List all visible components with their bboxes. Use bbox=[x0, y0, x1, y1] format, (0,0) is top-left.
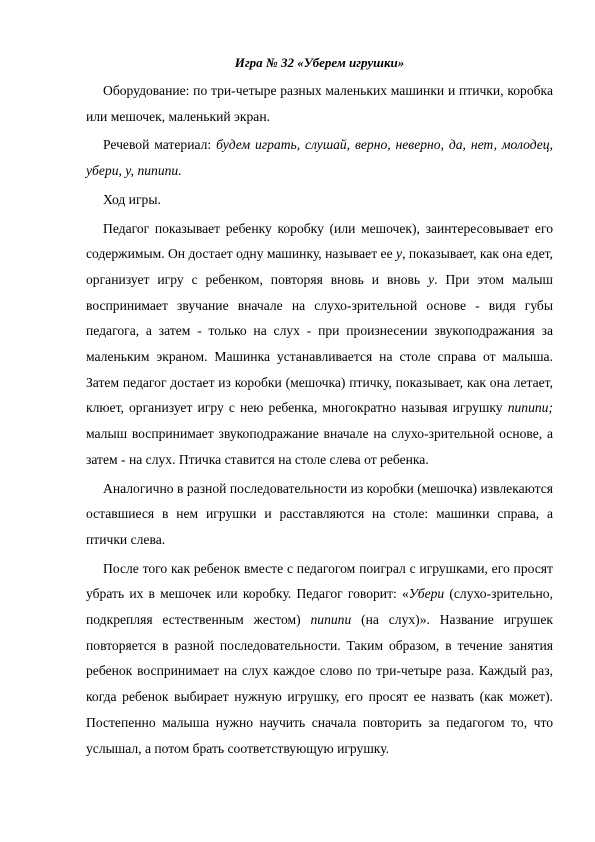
speech-material-paragraph bbox=[86, 132, 553, 183]
paragraph-1 bbox=[86, 216, 553, 473]
speech-material-label: Речевой материал: bbox=[103, 137, 212, 153]
speech-material-words: будем играть, слушай, верно, неверно, да, нет, молодец, убери, у, пипипи. bbox=[86, 137, 553, 179]
game-course-heading: Ход игры. bbox=[103, 191, 161, 207]
paragraph-3 bbox=[86, 556, 553, 762]
p3-word-uberi: Убери bbox=[408, 586, 445, 602]
document-page bbox=[86, 52, 553, 761]
game-title: Игра № 32 «Уберем игрушки» bbox=[234, 55, 405, 70]
p3-sound-pipipi: пипипи bbox=[310, 612, 352, 628]
paragraph-2: Аналогично в разной последовательности из коробки (мешочка) извлекаются оставшиеся в нем игрушки и расставляются на столе: машинки справа, а птички слева. bbox=[86, 480, 553, 547]
p1-text-2: , показывает, как она едет, организует игру с ребенком, повторяя вновь и вновь bbox=[86, 246, 554, 287]
p3-text-1: После того как ребенок вместе с педагогом поиграл с игрушками, его просят убрать их в мешочек или коробку. Педагог говорит: « bbox=[86, 560, 553, 602]
p1-text-3: . При этом малыш воспринимает звучание вначале на слухо-зрительной основе - видя губы педагога, а затем - только на слух - при произнесении звукоподражания за маленьким экраном. Машинка устанавливается на столе справа от малыша. Затем педагог достает из коробки (мешочка) птичку, показывает, как она летает, клюет, организует игру с нею ребенка, многократно называя игрушку bbox=[86, 271, 554, 416]
p1-sound-u-1: у bbox=[396, 246, 403, 262]
p1-text-4: малыш воспринимает звукоподражание вначале на слухо-зрительной основе, а затем - на слух. Птичка ставится на столе слева от ребенка. bbox=[86, 426, 553, 467]
p1-sound-pipipi: пипипи; bbox=[507, 400, 553, 416]
p1-sound-u-2: у bbox=[428, 271, 435, 287]
p1-text-1: Педагог показывает ребенку коробку (или мешочек), заинтересовывает его содержимым. Он достает одну машинку, называет ее bbox=[86, 220, 553, 262]
equipment-paragraph: Оборудование: по три-четыре разных маленьких машинки и птички, коробка или мешочек, маленький экран. bbox=[86, 83, 553, 124]
p3-text-2: (слухо-зрительно, подкрепляя естественным жестом) bbox=[86, 586, 553, 628]
p3-text-3: (на слух)». Название игрушек повторяется в разной последовательности. Таким образом, в течение занятия ребенок воспринимает на слух каждое слово по три-четыре раза. Каждый раз, когда ребенок выбирает нужную игрушку, его просят ее назвать (как может). Постепенно малыша нужно научить сначала повторить за педагогом то, что услышал, а потом брать соответствующую игрушку. bbox=[86, 612, 553, 756]
